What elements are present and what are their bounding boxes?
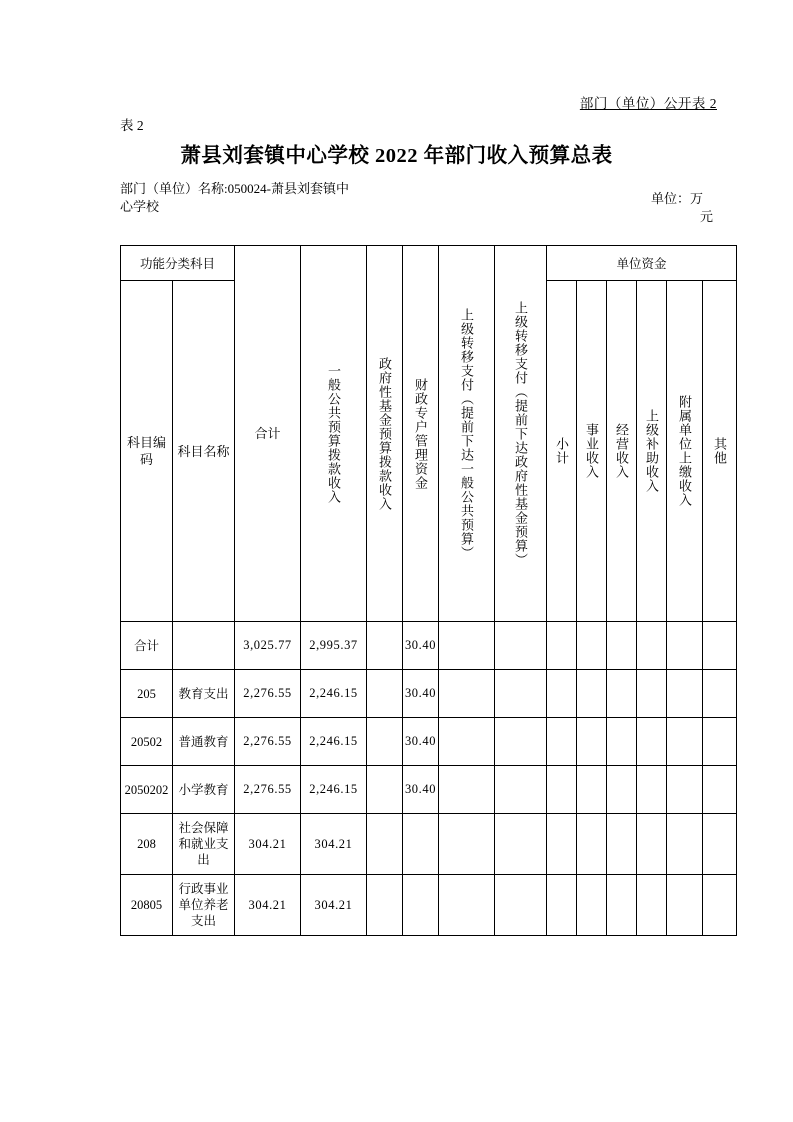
table-header-group-row: [121, 246, 737, 281]
cell-business-income: [577, 718, 607, 766]
cell-operating-income: [607, 814, 637, 875]
header-fiscal-account-label: 财政专户管理资金: [413, 377, 429, 490]
header-general-public-label: 一般公共预算拨款收入: [326, 363, 342, 504]
cell-affiliated-payment: [667, 814, 703, 875]
cell-name: 社会保障和就业支出: [173, 814, 235, 875]
unit-note: [651, 190, 715, 226]
header-code-label: 科目编码: [126, 435, 166, 467]
header-affiliated-payment-label: 附属单位上缴收入: [677, 395, 693, 507]
header-superior-subsidy: [637, 281, 667, 622]
cell-other: [703, 875, 737, 936]
cell-superior-subsidy: [637, 814, 667, 875]
cell-subtotal: [547, 622, 577, 670]
cell-business-income: [577, 622, 607, 670]
header-business-income-label: 事业收入: [584, 423, 600, 479]
cell-transfer-gov-fund: [495, 814, 547, 875]
header-general-public: [301, 246, 367, 622]
cell-code: 20805: [121, 875, 173, 936]
cell-gov-fund: [367, 670, 403, 718]
cell-general-public: 304.21: [301, 814, 367, 875]
cell-superior-subsidy: [637, 670, 667, 718]
cell-general-public: 2,246.15: [301, 670, 367, 718]
cell-subtotal: [547, 814, 577, 875]
cell-code: 20502: [121, 718, 173, 766]
cell-name: 教育支出: [173, 670, 235, 718]
cell-transfer-gov-fund: [495, 670, 547, 718]
cell-fiscal-account: 30.40: [403, 670, 439, 718]
table-row: [121, 875, 737, 936]
header-fiscal-account: [403, 246, 439, 622]
cell-transfer-gov-fund: [495, 875, 547, 936]
cell-business-income: [577, 670, 607, 718]
cell-total: 304.21: [235, 875, 301, 936]
cell-subtotal: [547, 875, 577, 936]
public-table-note-text: 部门（单位）公开表 2: [579, 96, 717, 111]
cell-transfer-gov-fund: [495, 622, 547, 670]
header-gov-fund-label: 政府性基金预算拨款收入: [377, 356, 393, 511]
cell-name: [173, 622, 235, 670]
header-business-income: [577, 281, 607, 622]
header-function-class: 功能分类科目: [121, 246, 235, 281]
cell-affiliated-payment: [667, 875, 703, 936]
department-name: 部门（单位）名称:050024-萧县刘套镇中心学校: [120, 181, 349, 214]
header-name: [173, 281, 235, 622]
public-table-note: [580, 92, 717, 112]
cell-affiliated-payment: [667, 718, 703, 766]
cell-total: 3,025.77: [235, 622, 301, 670]
cell-subtotal: [547, 718, 577, 766]
cell-transfer-gov-fund: [495, 766, 547, 814]
cell-transfer-advance: [439, 670, 495, 718]
table-row: [121, 670, 737, 718]
cell-superior-subsidy: [637, 622, 667, 670]
cell-business-income: [577, 875, 607, 936]
cell-affiliated-payment: [667, 766, 703, 814]
header-subtotal: [547, 281, 577, 622]
cell-superior-subsidy: [637, 718, 667, 766]
cell-other: [703, 766, 737, 814]
cell-code: 合计: [121, 622, 173, 670]
cell-code: 205: [121, 670, 173, 718]
cell-superior-subsidy: [637, 875, 667, 936]
cell-gov-fund: [367, 622, 403, 670]
header-total-label: 合计: [254, 426, 281, 441]
cell-general-public: 2,995.37: [301, 622, 367, 670]
header-name-label: 科目名称: [177, 443, 230, 459]
header-transfer-advance: [439, 246, 495, 622]
budget-table: [120, 245, 737, 936]
cell-fiscal-account: 30.40: [403, 622, 439, 670]
header-operating-income: [607, 281, 637, 622]
cell-total: 2,276.55: [235, 718, 301, 766]
cell-business-income: [577, 814, 607, 875]
page-title: 萧县刘套镇中心学校 2022 年部门收入预算总表: [180, 145, 613, 167]
cell-operating-income: [607, 766, 637, 814]
header-transfer-gov-fund: [495, 246, 547, 622]
cell-subtotal: [547, 766, 577, 814]
table-row: [121, 766, 737, 814]
cell-general-public: 304.21: [301, 875, 367, 936]
cell-fiscal-account: [403, 875, 439, 936]
cell-gov-fund: [367, 814, 403, 875]
cell-name: 普通教育: [173, 718, 235, 766]
header-unit-funds: 单位资金: [547, 246, 737, 281]
cell-other: [703, 622, 737, 670]
cell-operating-income: [607, 670, 637, 718]
header-code: [121, 281, 173, 622]
cell-code: 2050202: [121, 766, 173, 814]
cell-operating-income: [607, 718, 637, 766]
cell-code: 208: [121, 814, 173, 875]
cell-name: 小学教育: [173, 766, 235, 814]
header-transfer-advance-label: 上级转移支付（提前下达一般公共预算）: [459, 307, 475, 560]
unit-note-line1: 单位：万: [651, 191, 704, 206]
cell-total: 304.21: [235, 814, 301, 875]
cell-business-income: [577, 766, 607, 814]
cell-transfer-advance: [439, 875, 495, 936]
unit-note-line2: 元: [699, 209, 713, 224]
cell-other: [703, 670, 737, 718]
cell-fiscal-account: 30.40: [403, 718, 439, 766]
cell-operating-income: [607, 875, 637, 936]
cell-total: 2,276.55: [235, 766, 301, 814]
cell-transfer-advance: [439, 622, 495, 670]
cell-fiscal-account: 30.40: [403, 766, 439, 814]
header-operating-income-label: 经营收入: [614, 423, 630, 479]
header-transfer-gov-fund-label: 上级转移支付（提前下达政府性基金预算）: [513, 300, 529, 567]
cell-transfer-advance: [439, 814, 495, 875]
cell-general-public: 2,246.15: [301, 718, 367, 766]
cell-other: [703, 718, 737, 766]
cell-gov-fund: [367, 766, 403, 814]
table-row: [121, 718, 737, 766]
cell-other: [703, 814, 737, 875]
cell-general-public: 2,246.15: [301, 766, 367, 814]
header-other-label: 其他: [712, 437, 728, 465]
cell-affiliated-payment: [667, 622, 703, 670]
cell-transfer-gov-fund: [495, 718, 547, 766]
cell-transfer-advance: [439, 718, 495, 766]
cell-gov-fund: [367, 875, 403, 936]
table-label: 表 2: [120, 118, 144, 133]
header-gov-fund: [367, 246, 403, 622]
cell-transfer-advance: [439, 766, 495, 814]
cell-superior-subsidy: [637, 766, 667, 814]
table-row: [121, 814, 737, 875]
cell-affiliated-payment: [667, 670, 703, 718]
cell-operating-income: [607, 622, 637, 670]
cell-gov-fund: [367, 718, 403, 766]
header-affiliated-payment: [667, 281, 703, 622]
header-other: [703, 281, 737, 622]
header-subtotal-label: 小计: [554, 437, 570, 465]
header-total: [235, 246, 301, 622]
table-row: [121, 622, 737, 670]
cell-total: 2,276.55: [235, 670, 301, 718]
cell-subtotal: [547, 670, 577, 718]
cell-name: 行政事业单位养老支出: [173, 875, 235, 936]
cell-fiscal-account: [403, 814, 439, 875]
header-superior-subsidy-label: 上级补助收入: [644, 409, 660, 493]
